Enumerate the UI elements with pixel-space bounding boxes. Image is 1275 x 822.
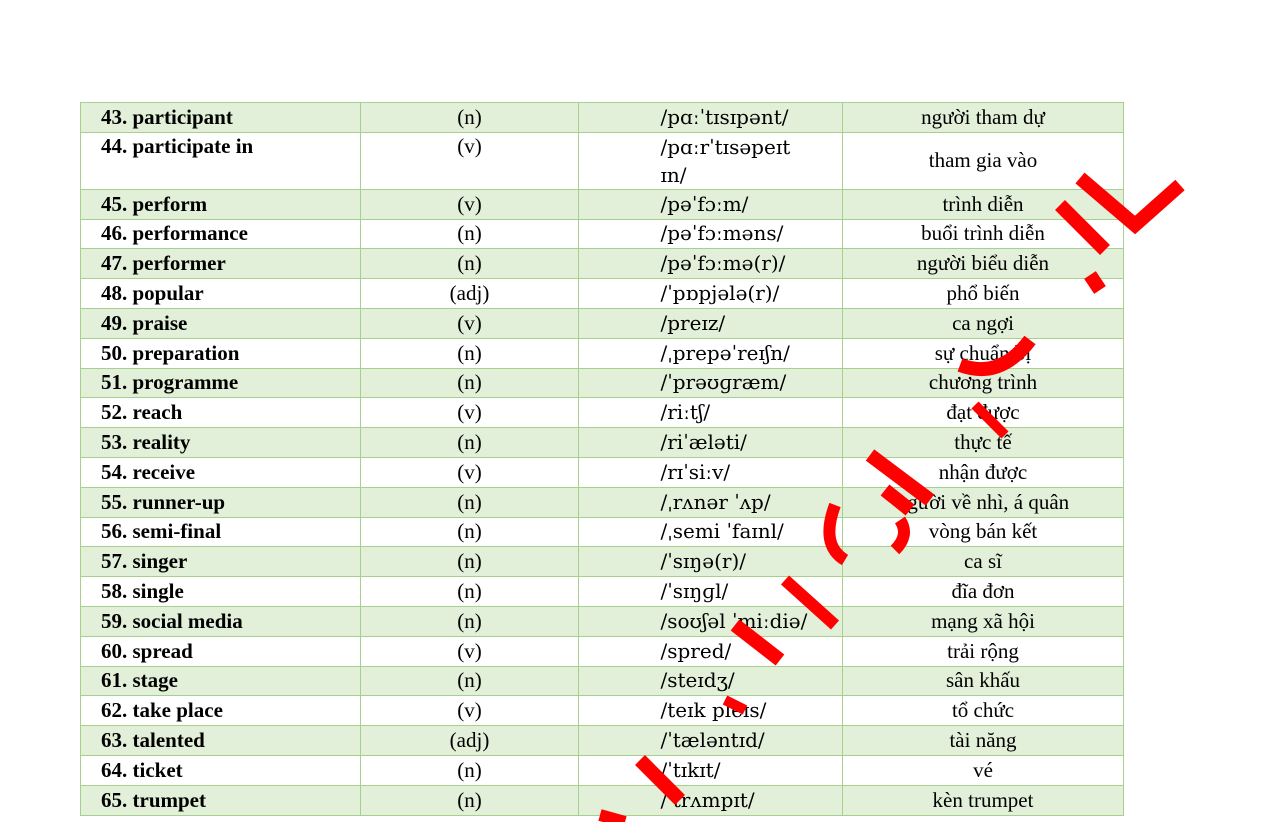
pronunciation-text: /teɪk pleɪs/ xyxy=(660,698,767,723)
table-row xyxy=(81,103,1124,133)
pronunciation-text: /pɑːˈtɪsɪpənt/ xyxy=(660,104,789,129)
vocab-word: 55. runner-up xyxy=(81,487,361,517)
pronunciation xyxy=(579,577,843,607)
pronunciation xyxy=(579,636,843,666)
vocab-word: 51. programme xyxy=(81,368,361,398)
vocab-word: 48. popular xyxy=(81,279,361,309)
table-row xyxy=(81,457,1124,487)
part-of-speech: (adj) xyxy=(361,726,579,756)
vocab-word: 64. ticket xyxy=(81,755,361,785)
part-of-speech: (n) xyxy=(361,219,579,249)
part-of-speech: (n) xyxy=(361,547,579,577)
vocab-word: 56. semi-final xyxy=(81,517,361,547)
part-of-speech: (v) xyxy=(361,696,579,726)
pronunciation xyxy=(579,547,843,577)
part-of-speech: (n) xyxy=(361,103,579,133)
pronunciation-text: /ˌsemi ˈfaɪnl/ xyxy=(660,519,784,544)
pronunciation xyxy=(579,457,843,487)
vietnamese-meaning: thực tế xyxy=(843,428,1124,458)
vietnamese-meaning: mạng xã hội xyxy=(843,606,1124,636)
part-of-speech: (n) xyxy=(361,338,579,368)
vietnamese-meaning: ca sĩ xyxy=(843,547,1124,577)
pronunciation xyxy=(579,219,843,249)
vietnamese-meaning: vòng bán kết xyxy=(843,517,1124,547)
pronunciation xyxy=(579,487,843,517)
table-row xyxy=(81,189,1124,219)
pronunciation xyxy=(579,428,843,458)
vocab-word: 58. single xyxy=(81,577,361,607)
pronunciation-text: /ˈsɪŋɡl/ xyxy=(660,579,729,604)
part-of-speech: (n) xyxy=(361,666,579,696)
vocab-word: 44. participate in xyxy=(81,132,361,189)
table-row xyxy=(81,577,1124,607)
table-row xyxy=(81,547,1124,577)
table-row xyxy=(81,785,1124,815)
pronunciation-text: /soʊʃəl ˈmiːdiə/ xyxy=(660,608,808,633)
vocab-word: 61. stage xyxy=(81,666,361,696)
part-of-speech: (n) xyxy=(361,577,579,607)
pronunciation xyxy=(579,517,843,547)
pronunciation xyxy=(579,249,843,279)
pronunciation xyxy=(579,696,843,726)
vietnamese-meaning: tổ chức xyxy=(843,696,1124,726)
pronunciation-text: /rɪˈsiːv/ xyxy=(660,459,731,484)
pronunciation-text: /ˌrʌnər ˈʌp/ xyxy=(660,489,771,514)
table-row xyxy=(81,249,1124,279)
table-row xyxy=(81,398,1124,428)
vietnamese-meaning: vé xyxy=(843,755,1124,785)
pronunciation xyxy=(579,755,843,785)
pronunciation xyxy=(579,726,843,756)
pronunciation-text: /pəˈfɔːmə(r)/ xyxy=(660,251,786,276)
vietnamese-meaning: phổ biến xyxy=(843,279,1124,309)
pronunciation-text: /preɪz/ xyxy=(660,310,726,335)
vietnamese-meaning: người về nhì, á quân xyxy=(843,487,1124,517)
table-row xyxy=(81,308,1124,338)
pronunciation-text: /pɑːrˈtɪsəpeɪt ɪn/ xyxy=(660,134,791,187)
vocab-word: 52. reach xyxy=(81,398,361,428)
part-of-speech: (n) xyxy=(361,428,579,458)
pronunciation-text: /riˈæləti/ xyxy=(660,430,747,455)
pronunciation xyxy=(579,103,843,133)
part-of-speech: (v) xyxy=(361,636,579,666)
part-of-speech: (n) xyxy=(361,487,579,517)
table-row xyxy=(81,517,1124,547)
table-row xyxy=(81,338,1124,368)
vietnamese-meaning: ca ngợi xyxy=(843,308,1124,338)
vocab-word: 43. participant xyxy=(81,103,361,133)
vocab-word: 57. singer xyxy=(81,547,361,577)
table-row xyxy=(81,368,1124,398)
part-of-speech: (v) xyxy=(361,457,579,487)
table-row xyxy=(81,726,1124,756)
pronunciation-text: /ˈpɒpjələ(r)/ xyxy=(660,281,780,306)
part-of-speech: (n) xyxy=(361,368,579,398)
pronunciation xyxy=(579,189,843,219)
vietnamese-meaning: nhận được xyxy=(843,457,1124,487)
table-row xyxy=(81,279,1124,309)
table-row xyxy=(81,755,1124,785)
pronunciation-text: /riːtʃ/ xyxy=(660,400,711,425)
pronunciation xyxy=(579,132,843,189)
part-of-speech: (v) xyxy=(361,398,579,428)
pronunciation-text: /ˈtɪkɪt/ xyxy=(660,757,721,782)
part-of-speech: (n) xyxy=(361,517,579,547)
watermark-stroke xyxy=(600,815,625,822)
vocab-word: 63. talented xyxy=(81,726,361,756)
pronunciation-text: /pəˈfɔːməns/ xyxy=(660,221,784,246)
pronunciation xyxy=(579,785,843,815)
vocab-word: 54. receive xyxy=(81,457,361,487)
part-of-speech: (n) xyxy=(361,606,579,636)
pronunciation xyxy=(579,606,843,636)
vocabulary-table xyxy=(80,102,1124,816)
vocab-word: 50. preparation xyxy=(81,338,361,368)
pronunciation-text: /ˈtrʌmpɪt/ xyxy=(660,787,755,812)
vietnamese-meaning: người biểu diễn xyxy=(843,249,1124,279)
vietnamese-meaning: người tham dự xyxy=(843,103,1124,133)
vocab-word: 62. take place xyxy=(81,696,361,726)
vietnamese-meaning: sân khấu xyxy=(843,666,1124,696)
table-row xyxy=(81,428,1124,458)
vietnamese-meaning: tài năng xyxy=(843,726,1124,756)
pronunciation-text: /pəˈfɔːm/ xyxy=(660,191,749,216)
vietnamese-meaning: sự chuẩn bị xyxy=(843,338,1124,368)
vocab-word: 53. reality xyxy=(81,428,361,458)
part-of-speech: (v) xyxy=(361,132,579,189)
vietnamese-meaning: trải rộng xyxy=(843,636,1124,666)
pronunciation-text: /ˈsɪŋə(r)/ xyxy=(660,549,747,574)
pronunciation xyxy=(579,308,843,338)
pronunciation-text: /spred/ xyxy=(660,638,732,663)
pronunciation-text: /ˈtæləntɪd/ xyxy=(660,728,765,753)
part-of-speech: (n) xyxy=(361,249,579,279)
part-of-speech: (n) xyxy=(361,755,579,785)
part-of-speech: (v) xyxy=(361,308,579,338)
vocab-word: 47. performer xyxy=(81,249,361,279)
vietnamese-meaning: đạt được xyxy=(843,398,1124,428)
part-of-speech: (n) xyxy=(361,785,579,815)
table-row xyxy=(81,487,1124,517)
vietnamese-meaning: đĩa đơn xyxy=(843,577,1124,607)
vietnamese-meaning: kèn trumpet xyxy=(843,785,1124,815)
part-of-speech: (v) xyxy=(361,189,579,219)
vocab-word: 46. performance xyxy=(81,219,361,249)
table-row xyxy=(81,666,1124,696)
vocab-word: 59. social media xyxy=(81,606,361,636)
vocab-word: 60. spread xyxy=(81,636,361,666)
table-row xyxy=(81,219,1124,249)
table-row xyxy=(81,606,1124,636)
pronunciation xyxy=(579,279,843,309)
vocab-word: 45. perform xyxy=(81,189,361,219)
part-of-speech: (adj) xyxy=(361,279,579,309)
vietnamese-meaning: chương trình xyxy=(843,368,1124,398)
vietnamese-meaning: tham gia vào xyxy=(843,132,1124,189)
pronunciation-text: /ˌprepəˈreɪʃn/ xyxy=(660,340,790,365)
table-row xyxy=(81,636,1124,666)
table-row xyxy=(81,132,1124,189)
pronunciation xyxy=(579,338,843,368)
pronunciation xyxy=(579,666,843,696)
pronunciation-text: /steɪdʒ/ xyxy=(660,668,735,693)
table-row xyxy=(81,696,1124,726)
vietnamese-meaning: buổi trình diễn xyxy=(843,219,1124,249)
pronunciation xyxy=(579,398,843,428)
vocab-word: 49. praise xyxy=(81,308,361,338)
pronunciation-text: /ˈprəʊɡræm/ xyxy=(660,370,787,395)
vocabulary-table-body xyxy=(81,103,1124,816)
vocab-word: 65. trumpet xyxy=(81,785,361,815)
vietnamese-meaning: trình diễn xyxy=(843,189,1124,219)
pronunciation xyxy=(579,368,843,398)
